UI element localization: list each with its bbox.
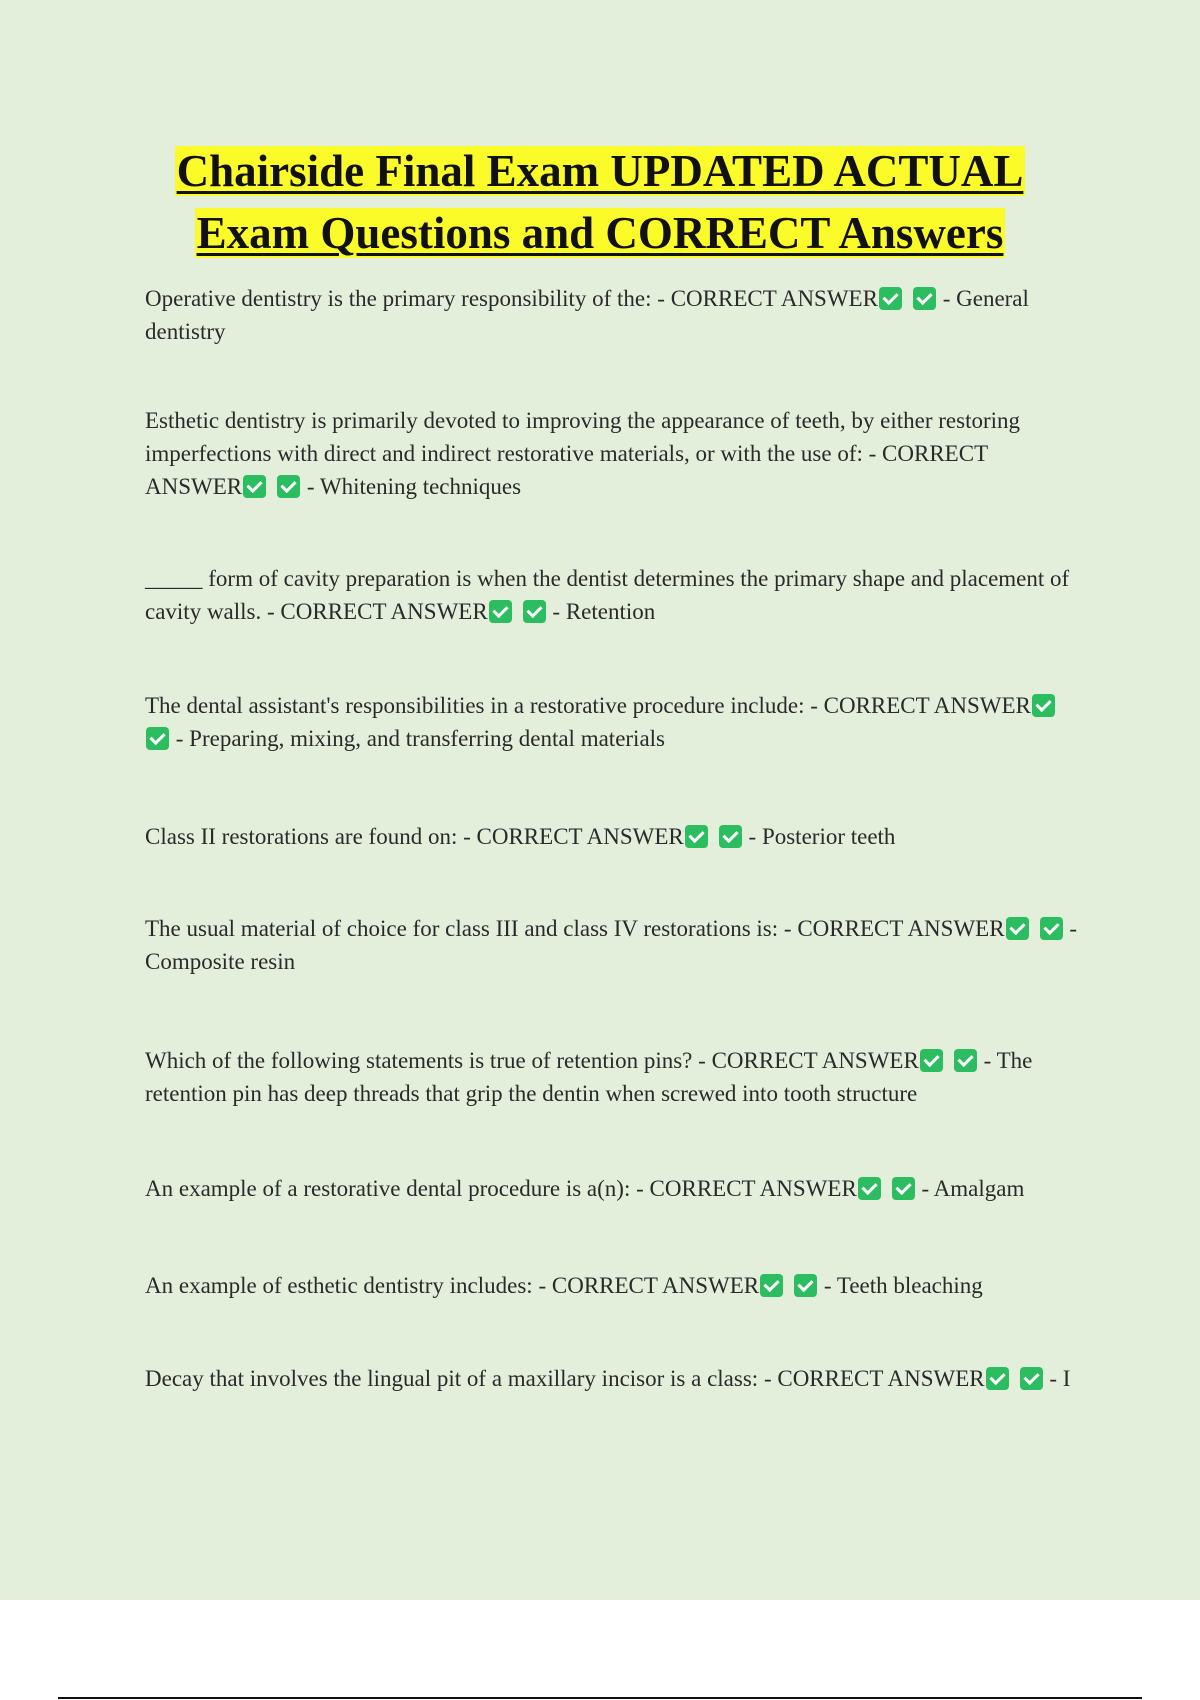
answer-text: Retention	[565, 599, 656, 624]
check-mark-icon	[146, 727, 169, 750]
qa-item: The usual material of choice for class III and class IV restorations is: - CORRECT ANSWER - Composite resin	[145, 916, 1077, 974]
answer-label: CORRECT ANSWER	[670, 286, 878, 311]
check-mark-icon	[489, 600, 512, 623]
answer-text: Preparing, mixing, and transferring dental materials	[189, 726, 665, 751]
qa-item: An example of a restorative dental procedure is a(n): - CORRECT ANSWER - Amalgam	[145, 1176, 1025, 1201]
question-text: Esthetic dentistry is primarily devoted to improving the appearance of teeth, by either restoring imperfections with direct and indirect restorative materials, or with the use of:	[145, 408, 1021, 466]
answer-label: CORRECT ANSWER	[280, 599, 488, 624]
check-mark-icon	[913, 287, 936, 310]
check-mark-icon	[1006, 917, 1029, 940]
check-mark-icon	[892, 1177, 915, 1200]
check-mark-icon	[277, 475, 300, 498]
document-title	[0, 140, 1200, 264]
question-text: An example of esthetic dentistry includes:	[145, 1273, 533, 1298]
answer-text: Teeth bleaching	[836, 1273, 983, 1298]
answer-label: CORRECT ANSWER	[823, 693, 1031, 718]
answer-label: CORRECT ANSWER	[649, 1176, 857, 1201]
question-text: The usual material of choice for class III and class IV restorations is:	[145, 916, 779, 941]
question-text: _____ form of cavity preparation is when the dentist determines the primary shape and placement of cavity walls.	[145, 566, 1070, 624]
check-mark-icon	[986, 1367, 1009, 1390]
check-mark-icon	[920, 1049, 943, 1072]
qa-item: Operative dentistry is the primary responsibility of the: - CORRECT ANSWER - General dentistry	[145, 286, 1029, 344]
answer-label: CORRECT ANSWER	[777, 1366, 985, 1391]
check-mark-icon	[1020, 1367, 1043, 1390]
check-mark-icon	[719, 825, 742, 848]
qa-item: Decay that involves the lingual pit of a maxillary incisor is a class: - CORRECT ANSWER - I	[145, 1366, 1071, 1391]
answer-text: General dentistry	[145, 286, 1029, 344]
qa-item: Class II restorations are found on: - CORRECT ANSWER - Posterior teeth	[145, 824, 896, 849]
answer-text: Whitening techniques	[319, 474, 522, 499]
check-mark-icon	[1032, 694, 1055, 717]
check-mark-icon	[879, 287, 902, 310]
qa-item: Esthetic dentistry is primarily devoted to improving the appearance of teeth, by either restoring imperfections with direct and indirect restorative materials, or with the use of: - CORRECT ANSWER - Whitening techniques	[145, 408, 1021, 499]
question-text: Class II restorations are found on:	[145, 824, 458, 849]
title-line-2: Exam Questions and CORRECT Answers	[196, 208, 1004, 258]
answer-text: Amalgam	[933, 1176, 1025, 1201]
qa-item: _____ form of cavity preparation is when the dentist determines the primary shape and placement of cavity walls. - CORRECT ANSWER - Retention	[145, 566, 1070, 624]
answer-text: Posterior teeth	[761, 824, 896, 849]
qa-item: An example of esthetic dentistry includes: - CORRECT ANSWER - Teeth bleaching	[145, 1273, 983, 1298]
question-text: The dental assistant's responsibilities in a restorative procedure include:	[145, 693, 805, 718]
answer-text: The retention pin has deep threads that grip the dentin when screwed into tooth structure	[145, 1048, 1033, 1106]
answer-label: CORRECT ANSWER	[476, 824, 684, 849]
answer-label: CORRECT ANSWER	[797, 916, 1005, 941]
check-mark-icon	[760, 1274, 783, 1297]
answer-label: CORRECT ANSWER	[551, 1273, 760, 1298]
answer-label: CORRECT ANSWER	[711, 1048, 919, 1073]
answer-text: I	[1062, 1366, 1071, 1391]
question-text: Decay that involves the lingual pit of a maxillary incisor is a class:	[145, 1366, 759, 1391]
qa-item: Which of the following statements is true of retention pins? - CORRECT ANSWER - The retention pin has deep threads that grip the dentin when screwed into tooth structure	[145, 1048, 1033, 1106]
check-mark-icon	[858, 1177, 881, 1200]
question-text: An example of a restorative dental procedure is a(n):	[145, 1176, 631, 1201]
answer-text: Composite resin	[145, 949, 296, 974]
footer-divider	[58, 1697, 1142, 1699]
answer-label: CORRECT ANSWER	[145, 441, 988, 499]
question-text: Which of the following statements is true of retention pins?	[145, 1048, 693, 1073]
title-line-1: Chairside Final Exam UPDATED ACTUAL	[176, 146, 1024, 196]
check-mark-icon	[685, 825, 708, 848]
check-mark-icon	[523, 600, 546, 623]
check-mark-icon	[954, 1049, 977, 1072]
check-mark-icon	[243, 475, 266, 498]
question-text: Operative dentistry is the primary responsibility of the:	[145, 286, 652, 311]
qa-item: The dental assistant's responsibilities in a restorative procedure include: - CORRECT ANSWER - Preparing, mixing, and transferring dental materials	[145, 689, 1080, 755]
check-mark-icon	[1040, 917, 1063, 940]
check-mark-icon	[794, 1274, 817, 1297]
